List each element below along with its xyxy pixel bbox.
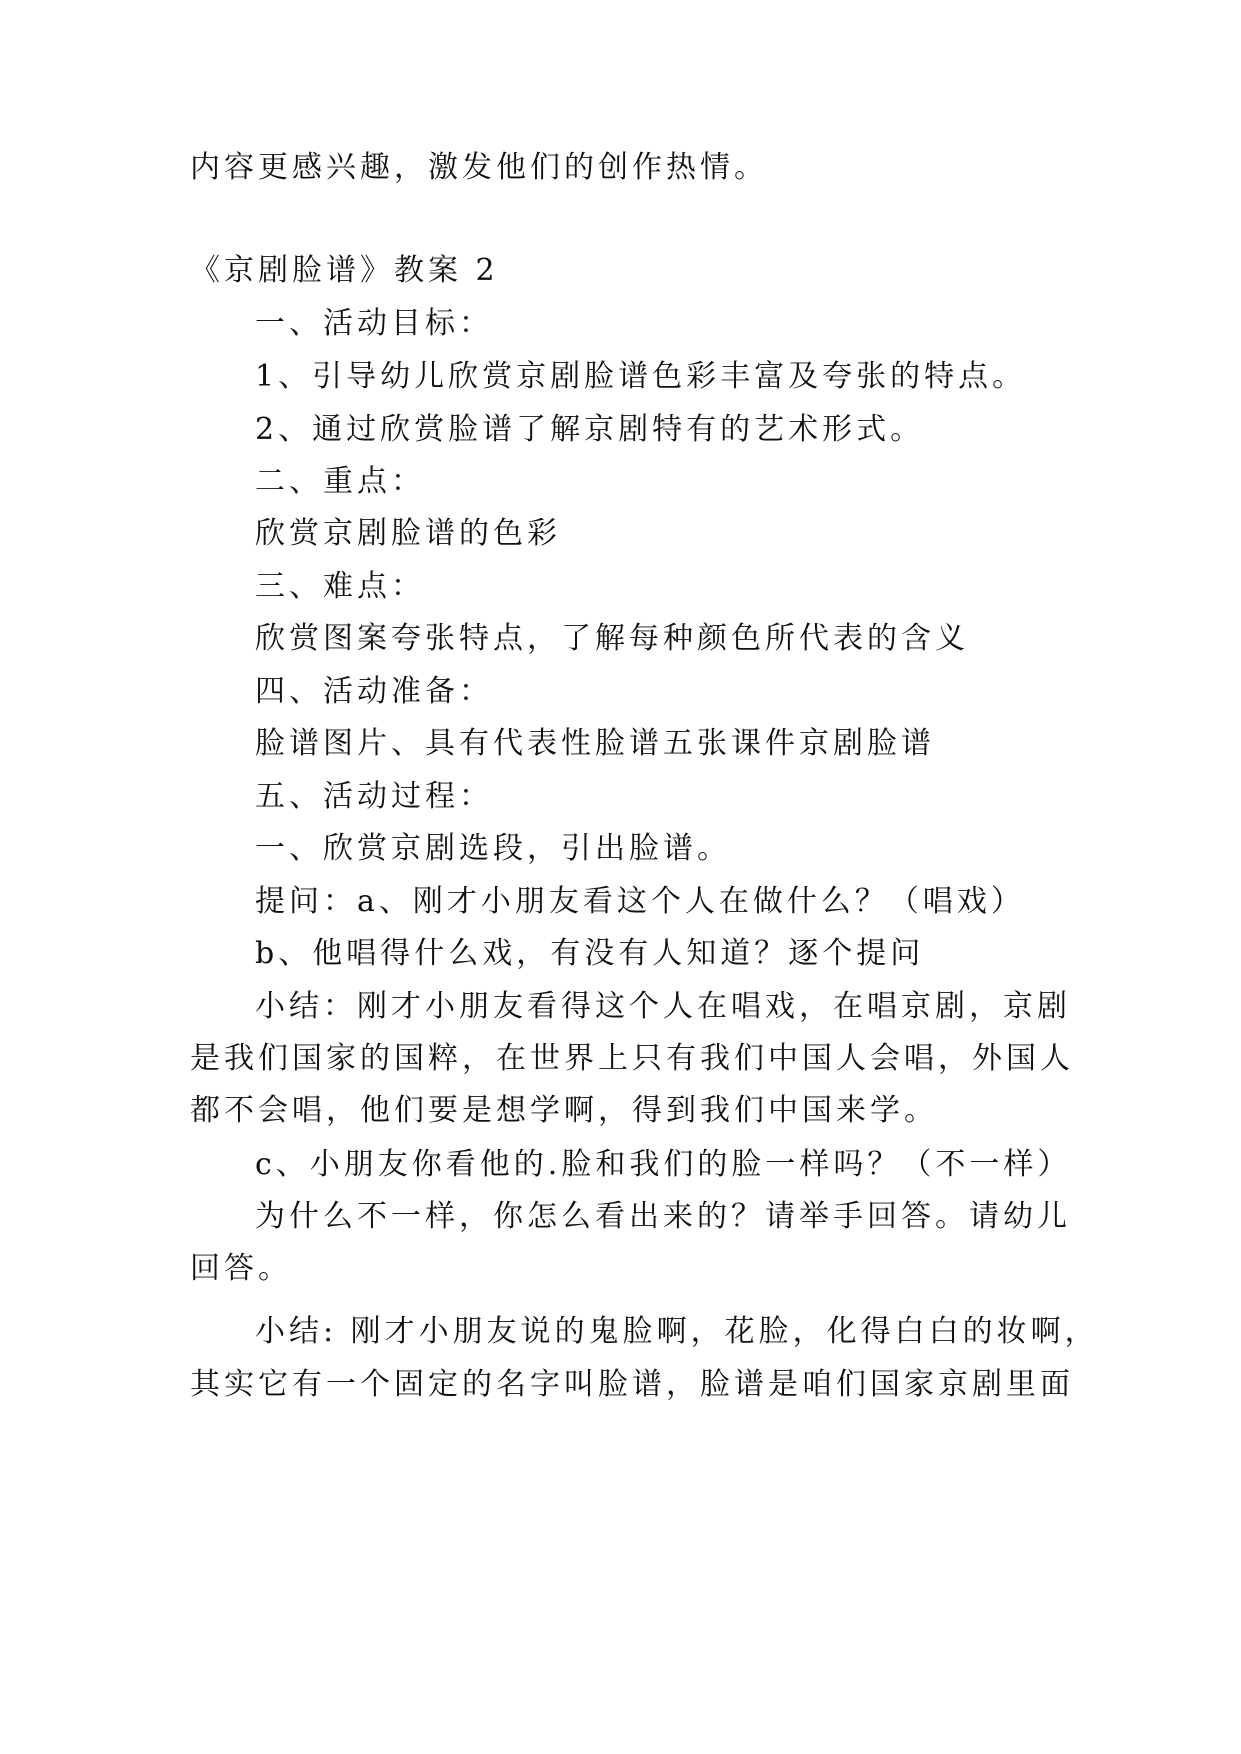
question-c: c、小朋友你看他的.脸和我们的脸一样吗？（不一样） [255, 1147, 1072, 1182]
heading-process: 五、活动过程： [255, 779, 493, 814]
key-point-text: 欣赏京剧脸谱的色彩 [255, 516, 561, 551]
question-a: 提问：a、刚才小朋友看这个人在做什么？（唱戏） [255, 884, 1025, 919]
summary2-line-1: 小结: 刚才小朋友说的鬼脸啊，花脸，化得白白的妆啊， [255, 1314, 1099, 1349]
summary-line-3: 都不会唱，他们要是想学啊，得到我们中国来学。 [190, 1093, 938, 1128]
goal-item-1: 1、引导幼儿欣赏京剧脸谱色彩丰富及夸张的特点。 [255, 359, 1027, 394]
heading-preparation: 四、活动准备： [255, 674, 493, 709]
heading-activity-goals: 一、活动目标： [255, 306, 493, 341]
summary2-line-2: 其实它有一个固定的名字叫脸谱，脸谱是咱们国家京剧里面 [190, 1367, 1074, 1402]
question-why-line-2: 回答。 [190, 1251, 292, 1286]
goal-item-2: 2、通过欣赏脸谱了解京剧特有的艺术形式。 [255, 412, 925, 447]
section-title: 《京剧脸谱》教案 2 [190, 253, 499, 288]
difficulty-text: 欣赏图案夸张特点，了解每种颜色所代表的含义 [255, 621, 969, 656]
summary-line-2: 是我们国家的国粹，在世界上只有我们中国人会唱，外国人 [190, 1041, 1074, 1076]
paragraph-line: 内容更感兴趣，激发他们的创作热情。 [190, 150, 768, 185]
question-b: b、他唱得什么戏，有没有人知道？逐个提问 [255, 936, 925, 971]
question-why-line-1: 为什么不一样，你怎么看出来的？请举手回答。请幼儿 [255, 1199, 1071, 1234]
heading-difficulties: 三、难点： [255, 569, 425, 604]
summary-line-1: 小结：刚才小朋友看得这个人在唱戏，在唱京剧，京剧 [255, 989, 1071, 1024]
process-step-1: 一、欣赏京剧选段，引出脸谱。 [255, 831, 731, 866]
heading-key-points: 二、重点： [255, 464, 425, 499]
preparation-text: 脸谱图片、具有代表性脸谱五张课件京剧脸谱 [255, 726, 935, 761]
